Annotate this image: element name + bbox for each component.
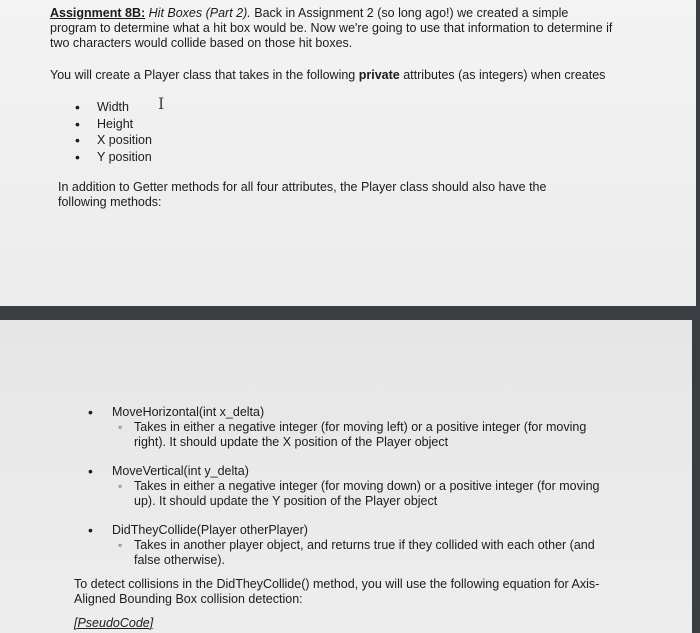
- attributes-intro-bold: private: [358, 68, 400, 82]
- document-page-top: [0, 0, 696, 306]
- assignment-title: Assignment 8B:: [50, 6, 146, 20]
- assignment-intro: [50, 6, 615, 51]
- method-name: MoveVertical(int y_delta): [112, 464, 249, 478]
- attribute-list: [75, 100, 152, 166]
- attribute-item-x-position: • X position: [75, 133, 152, 150]
- method-list: [90, 405, 610, 582]
- method-detail: ◦ Takes in either a negative integer (for moving left) or a positive integer (for moving right). It should update the X position of the Player object: [112, 420, 610, 450]
- method-item: [90, 523, 610, 568]
- method-name: MoveHorizontal(int x_delta): [112, 405, 265, 419]
- method-item: [90, 405, 610, 450]
- attribute-item-height: • Height: [75, 117, 152, 134]
- collision-detection-text: To detect collisions in the DidTheyCollide() method, you will use the following equation for Axis-Aligned Bounding Box collision detection:: [74, 577, 600, 606]
- method-name: DidTheyCollide(Player otherPlayer): [112, 523, 308, 537]
- text-cursor-icon: I: [158, 94, 165, 113]
- method-item: [90, 464, 610, 509]
- assignment-subtitle: Hit Boxes (Part 2).: [148, 6, 251, 20]
- attributes-intro: [50, 68, 610, 83]
- assignment-intro-text: Back in Assignment 2 (so long ago!) we created a simple program to determine what a hit box would be. Now we're going to use that information to determine if two characters would collide based on those hit boxes.: [50, 6, 613, 50]
- getter-methods-intro: In addition to Getter methods for all four attributes, the Player class should also have the following methods:: [58, 180, 547, 209]
- method-detail: ◦ Takes in either a negative integer (for moving down) or a positive integer (for moving up). It should update the Y position of the Player object: [112, 479, 610, 509]
- pseudocode-label: [PseudoCode]: [74, 616, 154, 630]
- attributes-intro-after: attributes (as integers) when creates: [403, 68, 606, 82]
- attribute-item-width: • Width: [75, 100, 152, 117]
- attributes-intro-before: You will create a Player class that takes in the following: [50, 68, 356, 82]
- method-detail: ◦ Takes in another player object, and returns true if they collided with each other (and false otherwise).: [112, 538, 610, 568]
- attribute-item-y-position: • Y position: [75, 150, 152, 167]
